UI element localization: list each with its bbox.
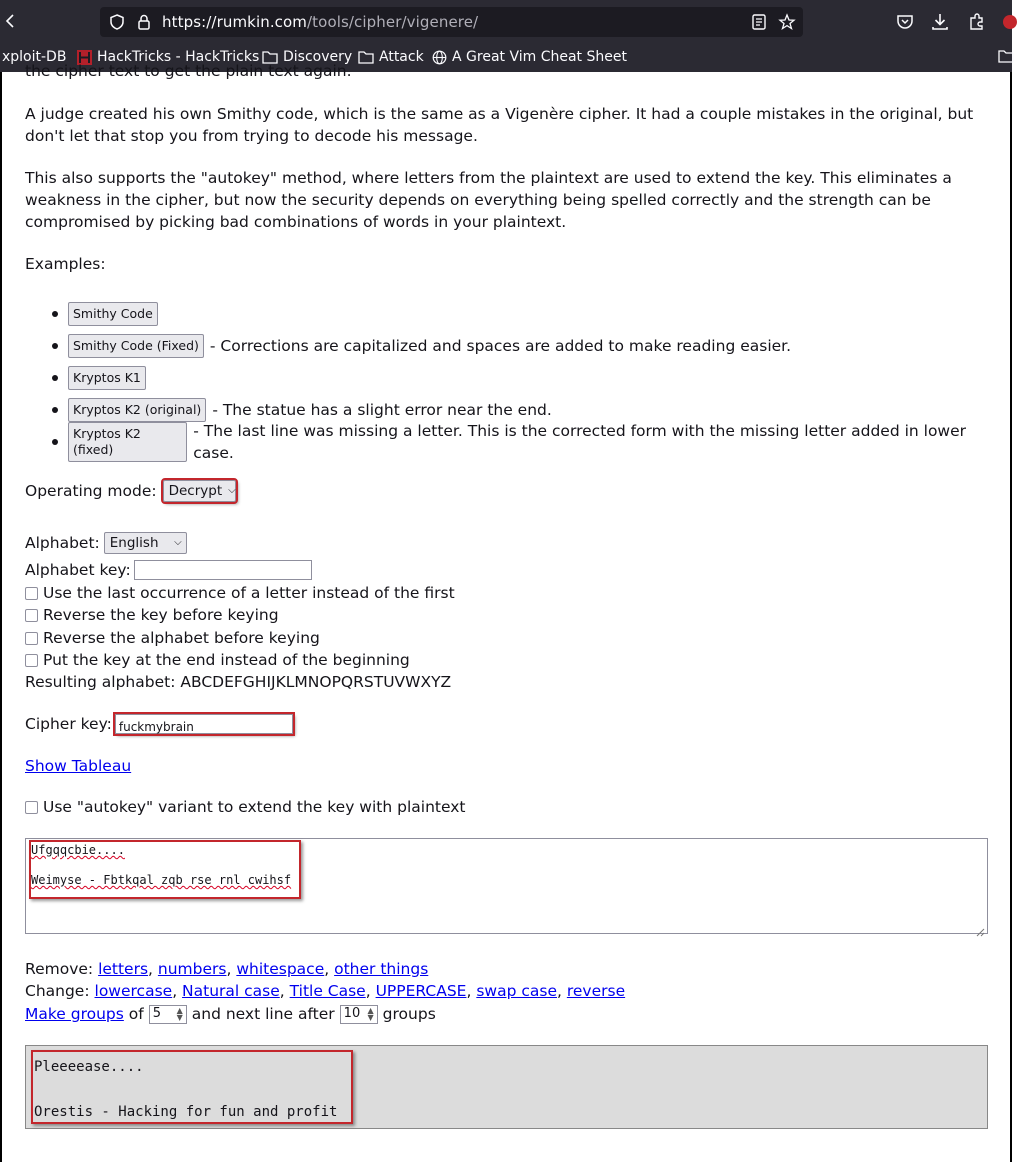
cipher-key-label: Cipher key:	[25, 715, 112, 733]
option-label: Use the last occurrence of a letter instead of the first	[43, 584, 455, 602]
back-icon[interactable]	[6, 14, 12, 28]
resulting-alphabet: Resulting alphabet: ABCDEFGHIJKLMNOPQRSTUVWXYZ	[25, 673, 452, 691]
remove-numbers-link[interactable]: numbers	[157, 960, 227, 978]
spinner-icon[interactable]: ▲ ▼	[367, 1006, 374, 1022]
examples-label: Examples:	[25, 255, 106, 273]
other-bookmarks-folder-icon[interactable]	[998, 49, 1014, 63]
next-line-label: and next line after	[191, 1005, 335, 1023]
make-groups-link[interactable]: Make groups	[25, 1005, 124, 1023]
resize-handle-icon[interactable]	[975, 921, 985, 931]
example-kryptos-k2-fixed-button[interactable]: Kryptos K2 (fixed)	[68, 422, 187, 462]
group-size-input[interactable]: 5 ▲ ▼	[149, 1005, 187, 1024]
option-label: Reverse the alphabet before keying	[43, 629, 320, 647]
smithy-paragraph: A judge created his own Smithy code, which is the same as a Vigenère cipher. It had a couple mistakes in the original, but don't let that stop you from trying to decode his message.	[25, 105, 974, 145]
groups-suffix-label: groups	[382, 1005, 436, 1023]
list-item	[25, 330, 991, 362]
page-content	[0, 62, 1012, 1162]
cut-off-paragraph: the cipher text to get the plain text again.	[25, 62, 352, 80]
bookmark-attack[interactable]: Attack	[358, 49, 424, 65]
chevron-down-icon: ⌵	[174, 537, 182, 548]
input-text: Ufgqqcbie.... Weimyse - Fbtkqal zqb rse rnl cwihsf	[31, 843, 292, 887]
autokey-label: Use "autokey" variant to extend the key with plaintext	[43, 798, 466, 816]
show-tableau-link[interactable]: Show Tableau	[25, 757, 132, 775]
remove-letters-link[interactable]: letters	[98, 960, 149, 978]
browser-toolbar	[0, 0, 1012, 44]
address-bar[interactable]	[100, 7, 803, 37]
autokey-checkbox[interactable]	[25, 801, 38, 814]
example-description: - The last line was missing a letter. This is the corrected form with the missing letter added in lower case.	[193, 422, 967, 462]
operating-mode-row	[25, 480, 236, 502]
swap-case-link[interactable]: swap case	[476, 982, 557, 1000]
reader-view-icon[interactable]	[750, 13, 768, 31]
example-description: - Corrections are capitalized and spaces are added to make reading easier.	[209, 337, 792, 355]
remove-whitespace-link[interactable]: whitespace	[236, 960, 325, 978]
groups-row	[25, 1003, 436, 1025]
last-occurrence-checkbox[interactable]	[25, 587, 38, 600]
output-highlight-box	[31, 1050, 353, 1124]
autokey-paragraph: This also supports the "autokey" method, where letters from the plaintext are used to extend the key. This eliminates a weakness in the cipher, but now the security depends on everything being spelled correctly and the strength can be compromised by picking bad combinations of words in your plaintext.	[25, 169, 952, 231]
download-icon[interactable]	[930, 12, 950, 32]
remove-other-things-link[interactable]: other things	[334, 960, 429, 978]
pocket-icon[interactable]	[895, 12, 915, 32]
alphabet-label: Alphabet:	[25, 534, 100, 552]
extensions-icon[interactable]	[967, 12, 987, 32]
change-row: Change: lowercase , Natural case , Title Case , UPPERCASE , swap case , reverse	[25, 982, 626, 1000]
option-row	[25, 649, 410, 671]
output-box	[25, 1045, 988, 1129]
alphabet-key-input[interactable]	[134, 560, 312, 580]
option-label: Put the key at the end instead of the beginning	[43, 651, 410, 669]
example-kryptos-k2-original-button[interactable]: Kryptos K2 (original)	[68, 398, 206, 422]
example-description: - The statue has a slight error near the end.	[212, 401, 552, 419]
example-smithy-code-button[interactable]: Smithy Code	[68, 302, 158, 326]
examples-list	[25, 298, 991, 462]
operating-mode-label: Operating mode:	[25, 482, 157, 500]
cipher-key-input[interactable]: fuckmybrain	[115, 714, 293, 734]
option-row	[25, 627, 320, 649]
change-label: Change:	[25, 982, 90, 1000]
alphabet-row	[25, 532, 187, 554]
bookmark-hacktricks[interactable]: HackTricks - HackTricks	[77, 49, 259, 65]
example-smithy-code-fixed-button[interactable]: Smithy Code (Fixed)	[68, 334, 204, 358]
input-highlight-box	[29, 840, 301, 899]
remove-row: Remove: letters , numbers , whitespace , other things	[25, 960, 429, 978]
natural-case-link[interactable]: Natural case	[182, 982, 280, 1000]
show-tableau-row	[25, 755, 131, 777]
operating-mode-select[interactable]: Decrypt ⌵	[163, 480, 236, 502]
remove-label: Remove:	[25, 960, 94, 978]
alphabet-key-label: Alphabet key:	[25, 561, 131, 579]
list-item	[25, 298, 991, 330]
groups-of-label: of	[128, 1005, 144, 1023]
reverse-link[interactable]: reverse	[566, 982, 626, 1000]
bookmark-exploit-db[interactable]: xploit-DB	[2, 49, 67, 65]
alphabet-select[interactable]: English ⌵	[104, 532, 187, 554]
list-item	[25, 422, 991, 462]
spinner-icon[interactable]: ▲ ▼	[176, 1006, 183, 1022]
addon-icon[interactable]	[1000, 12, 1020, 32]
lowercase-link[interactable]: lowercase	[94, 982, 173, 1000]
option-label: Reverse the key before keying	[43, 606, 279, 624]
cipher-input-textarea[interactable]	[25, 838, 988, 934]
example-kryptos-k1-button[interactable]: Kryptos K1	[68, 366, 146, 390]
bookmark-star-icon[interactable]	[778, 13, 796, 31]
key-at-end-checkbox[interactable]	[25, 654, 38, 667]
reverse-alphabet-checkbox[interactable]	[25, 632, 38, 645]
autokey-row	[25, 796, 466, 818]
bookmark-discovery[interactable]: Discovery	[262, 49, 352, 65]
line-groups-input[interactable]: 10 ▲ ▼	[340, 1005, 378, 1024]
option-row	[25, 604, 279, 626]
bookmark-vim-cheat-sheet[interactable]: A Great Vim Cheat Sheet	[432, 49, 627, 65]
uppercase-link[interactable]: UPPERCASE	[375, 982, 467, 1000]
list-item	[25, 362, 991, 394]
url-text: https://rumkin.com/tools/cipher/vigenere/	[162, 13, 479, 31]
alphabet-key-row	[25, 559, 312, 581]
lock-icon[interactable]	[135, 13, 153, 31]
output-text: Pleeeease.... Orestis - Hacking for fun and profit	[34, 1059, 338, 1120]
chevron-down-icon: ⌵	[228, 485, 236, 496]
reverse-key-checkbox[interactable]	[25, 609, 38, 622]
shield-icon[interactable]	[108, 13, 126, 31]
option-row	[25, 582, 455, 604]
title-case-link[interactable]: Title Case	[289, 982, 366, 1000]
cipher-key-row	[25, 713, 293, 735]
